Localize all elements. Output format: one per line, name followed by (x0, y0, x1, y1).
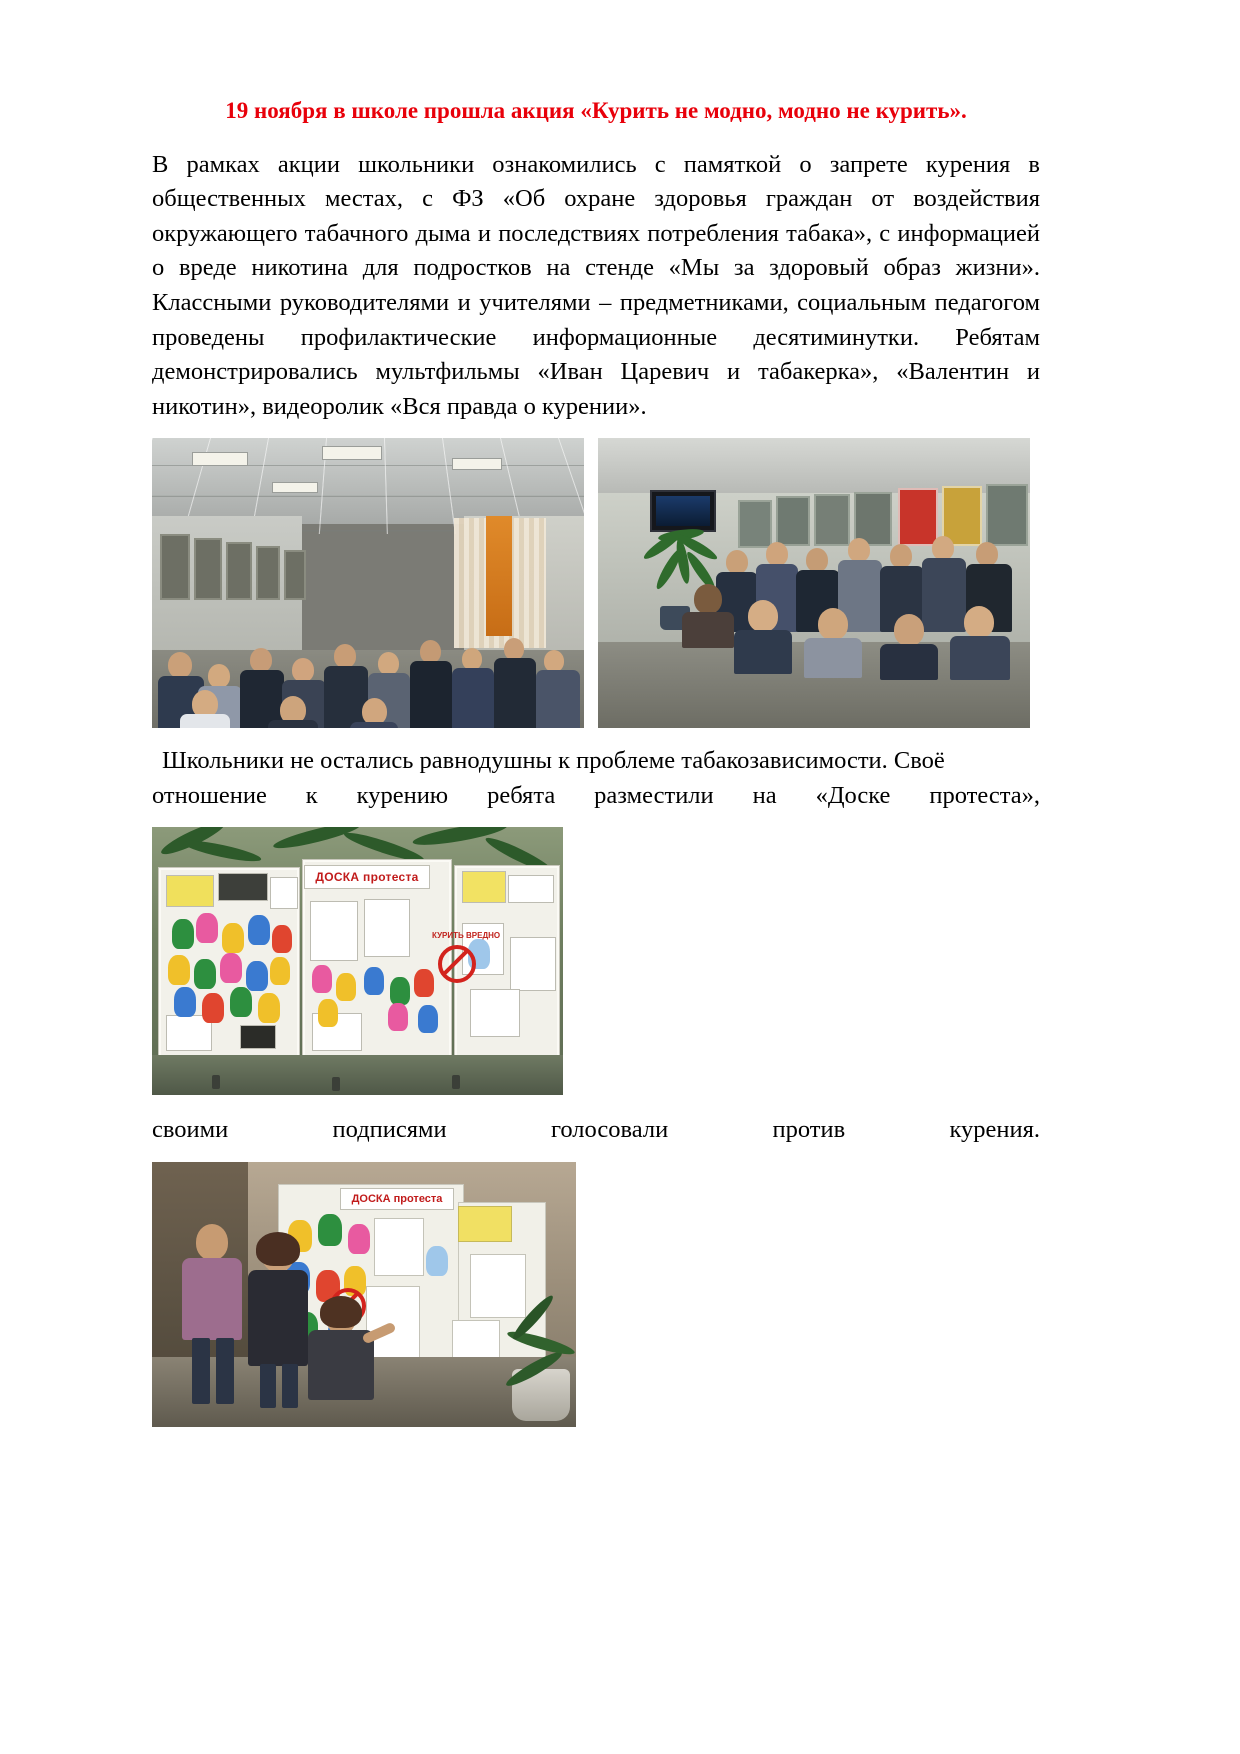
poster-note (218, 873, 268, 901)
student-girl-crouching (302, 1300, 388, 1410)
word: курению (356, 781, 449, 809)
protest-board-banner: ДОСКА протеста (304, 865, 430, 889)
photo-school-hall-assembly-right (598, 438, 1030, 728)
page-title: 19 ноября в школе прошла акция «Курить не модно, модно не курить». (225, 98, 967, 123)
poster-note (462, 871, 506, 903)
poster-note (310, 901, 358, 961)
paragraph-intro: В рамках акции школьники ознакомились с памяткой о запрете курения в общественных местах, с ФЗ «Об охране здоровья граждан от воздействия окружающего табачного дыма и последствиях потребления табака», с информацией о вреде никотина для подростков на стенде «Мы за здоровый образ жизни». Классными руководителями и учителями – предметниками, социальным педагогом проведены профилактические информационные десятиминутки. Ребятам демонстрировались мультфильмы «Иван Царевич и табакерка», «Валентин и никотин», видеоролик «Вся правда о курении». (152, 150, 1040, 420)
poster-note (166, 875, 214, 907)
word: протеста», (929, 781, 1040, 809)
poster-note (470, 1254, 526, 1318)
protest-board-banner: ДОСКА протеста (340, 1188, 454, 1210)
document-content (152, 96, 1040, 1427)
word: разместили (594, 781, 714, 809)
poster-note (508, 875, 554, 903)
ceiling-lamp-icon (322, 446, 382, 460)
no-smoking-label: КУРИТЬ ВРЕДНО (432, 931, 501, 941)
word: против (772, 1116, 846, 1144)
board-wheel (212, 1075, 220, 1089)
poster-note (270, 877, 298, 909)
poster-note (240, 1025, 276, 1049)
photo-protest-board-stand (152, 827, 563, 1095)
no-smoking-icon (438, 945, 476, 983)
info-board (986, 484, 1028, 546)
poster-note (364, 899, 410, 957)
word: подписями (332, 1116, 447, 1144)
info-board (814, 494, 850, 546)
poster-note (374, 1218, 424, 1276)
poster-note (458, 1206, 512, 1242)
word: голосовали (550, 1116, 669, 1144)
word: на (752, 781, 777, 809)
ceiling-lamp-icon (272, 482, 318, 493)
student-boy (178, 1224, 248, 1404)
word: курения. (949, 1116, 1040, 1144)
photo-row-top (152, 438, 1040, 728)
info-board (738, 500, 772, 548)
paragraph-students-line1: Школьники не остались равнодушны к проблеме табакозависимости. Своё (162, 747, 945, 775)
board-wheel (452, 1075, 460, 1089)
students-crowd (152, 578, 584, 728)
word: к (305, 781, 318, 809)
ceiling-lamp-icon (452, 458, 502, 470)
word: «Доске (815, 781, 891, 809)
poster-note (510, 937, 556, 991)
word: ребята (487, 781, 556, 809)
paragraph-students-line2 (152, 779, 1040, 814)
paragraph-signatures-line (152, 1113, 1040, 1148)
photo-students-signing-protest-board (152, 1162, 576, 1427)
info-board (776, 496, 810, 546)
board-wheel (332, 1077, 340, 1091)
wall-tv-screen (650, 490, 716, 532)
photo-school-hall-assembly-left (152, 438, 584, 728)
paragraph-two-block (152, 744, 1040, 813)
info-board-red (898, 488, 938, 546)
ceiling-lamp-icon (192, 452, 248, 466)
poster-note (470, 989, 520, 1037)
word: отношение (152, 781, 267, 809)
word: своими (152, 1116, 229, 1144)
